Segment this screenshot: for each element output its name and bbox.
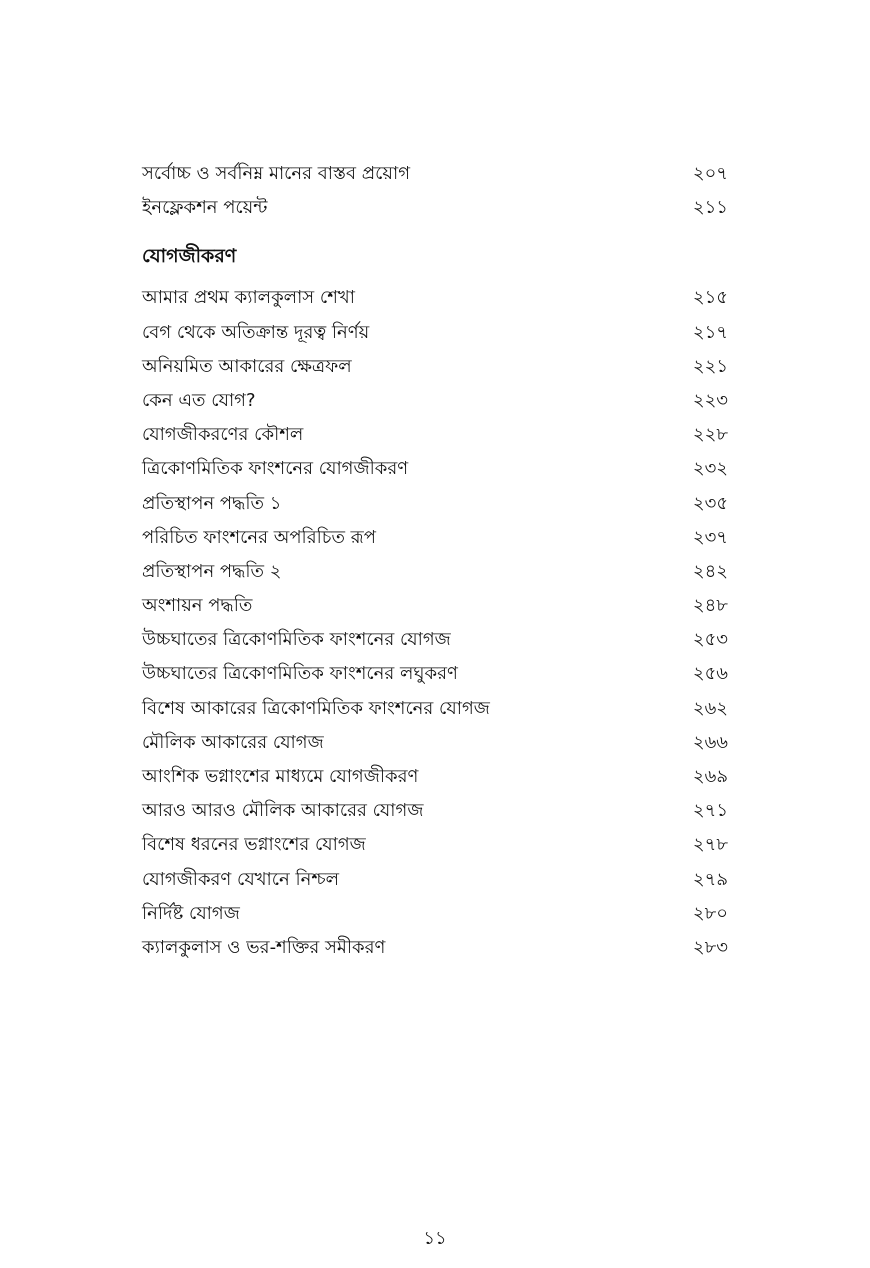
toc-entry xyxy=(142,897,728,931)
toc-entry xyxy=(142,521,728,555)
toc-entry xyxy=(142,487,728,521)
toc-entry-title: সর্বোচ্চ ও সর্বনিম্ন মানের বাস্তব প্রয়োগ xyxy=(142,163,410,184)
toc-entry xyxy=(142,350,728,384)
section-heading: যোগজীকরণ xyxy=(142,245,237,268)
toc-entry xyxy=(142,157,728,191)
toc-entry-title: আরও আরও মৌলিক আকারের যোগজ xyxy=(142,800,424,822)
toc-top-entries xyxy=(142,157,728,225)
toc-entry-page: ২৬২ xyxy=(692,697,728,719)
toc-entry-page: ২৪২ xyxy=(692,560,728,582)
toc-entry-page: ২৬৯ xyxy=(692,766,728,787)
toc-entry-title: প্রতিস্থাপন পদ্ধতি ২ xyxy=(142,560,282,582)
toc-entry-title: ক্যালকুলাস ও ভর-শক্তির সমীকরণ xyxy=(142,936,386,958)
toc-entry-page: ২১৫ xyxy=(692,287,728,309)
toc-entry-page: ২১১ xyxy=(692,197,728,219)
toc-entry-title: আমার প্রথম ক্যালকুলাস শেখা xyxy=(142,287,355,309)
toc-entry-title: অংশায়ন পদ্ধতি xyxy=(142,595,253,617)
toc-entry-page: ২৭৯ xyxy=(692,868,728,890)
toc-entry-page: ২৮৩ xyxy=(692,936,728,958)
toc-entry xyxy=(142,281,728,315)
toc-entry xyxy=(142,657,728,691)
toc-entry-page: ২৮০ xyxy=(692,902,728,924)
page-number: ১১ xyxy=(423,1228,447,1249)
toc-entry-title: বিশেষ ধরনের ভগ্নাংশের যোগজ xyxy=(142,834,366,856)
toc-entry-page: ২২৩ xyxy=(692,389,728,411)
toc-entry xyxy=(142,760,728,794)
toc-entry-title: নির্দিষ্ট যোগজ xyxy=(142,902,240,924)
toc-entry-title: পরিচিত ফাংশনের অপরিচিত রূপ xyxy=(142,526,377,548)
toc-entry-title: উচ্চঘাতের ত্রিকোণমিতিক ফাংশনের যোগজ xyxy=(142,629,451,651)
toc-entry-page: ২৩২ xyxy=(692,458,728,480)
toc-entry-page: ২০৭ xyxy=(692,163,728,184)
toc-entry-page: ২৬৬ xyxy=(692,731,728,753)
toc-entry-title: যোগজীকরণের কৌশল xyxy=(142,424,304,446)
toc-entry-page: ২৩৭ xyxy=(692,526,728,548)
toc-entry xyxy=(142,828,728,862)
toc-entry-title: উচ্চঘাতের ত্রিকোণমিতিক ফাংশনের লঘুকরণ xyxy=(142,663,458,685)
toc-entry xyxy=(142,623,728,657)
toc-entry xyxy=(142,316,728,350)
toc-entry-page: ২২১ xyxy=(692,355,728,377)
toc-entry-title: বেগ থেকে অতিক্রান্ত দূরত্ব নির্ণয় xyxy=(142,321,370,343)
toc-entry-page: ২১৭ xyxy=(692,321,728,343)
toc-entry xyxy=(142,589,728,623)
toc-entry-title: অনিয়মিত আকারের ক্ষেত্রফল xyxy=(142,355,352,377)
table-of-contents xyxy=(142,157,728,965)
toc-entry xyxy=(142,452,728,486)
toc-entry-title: আংশিক ভগ্নাংশের মাধ্যমে যোগজীকরণ xyxy=(142,766,419,787)
toc-entry xyxy=(142,931,728,965)
toc-entry-page: ২৩৫ xyxy=(692,492,728,514)
toc-entry-title: বিশেষ আকারের ত্রিকোণমিতিক ফাংশনের যোগজ xyxy=(142,697,490,719)
toc-entry-title: যোগজীকরণ যেখানে নিশ্চল xyxy=(142,868,340,890)
toc-entry-page: ২৪৮ xyxy=(692,595,728,617)
toc-entry xyxy=(142,191,728,225)
toc-entry-title: প্রতিস্থাপন পদ্ধতি ১ xyxy=(142,492,282,514)
toc-entry xyxy=(142,384,728,418)
toc-section-entries xyxy=(142,281,728,965)
toc-entry xyxy=(142,555,728,589)
toc-entry-title: কেন এত যোগ? xyxy=(142,389,256,411)
toc-entry-title: মৌলিক আকারের যোগজ xyxy=(142,731,324,753)
toc-entry xyxy=(142,863,728,897)
toc-entry-page: ২৭১ xyxy=(692,800,728,822)
toc-entry xyxy=(142,692,728,726)
toc-entry-page: ২৫৩ xyxy=(692,629,728,651)
toc-entry-page: ২২৮ xyxy=(692,424,728,446)
toc-entry-title: ইনফ্লেকশন পয়েন্ট xyxy=(142,197,268,219)
toc-entry xyxy=(142,418,728,452)
toc-entry-page: ২৫৬ xyxy=(692,663,728,685)
toc-entry-page: ২৭৮ xyxy=(692,834,728,856)
toc-entry-title: ত্রিকোণমিতিক ফাংশনের যোগজীকরণ xyxy=(142,458,409,480)
toc-entry xyxy=(142,794,728,828)
toc-entry xyxy=(142,726,728,760)
